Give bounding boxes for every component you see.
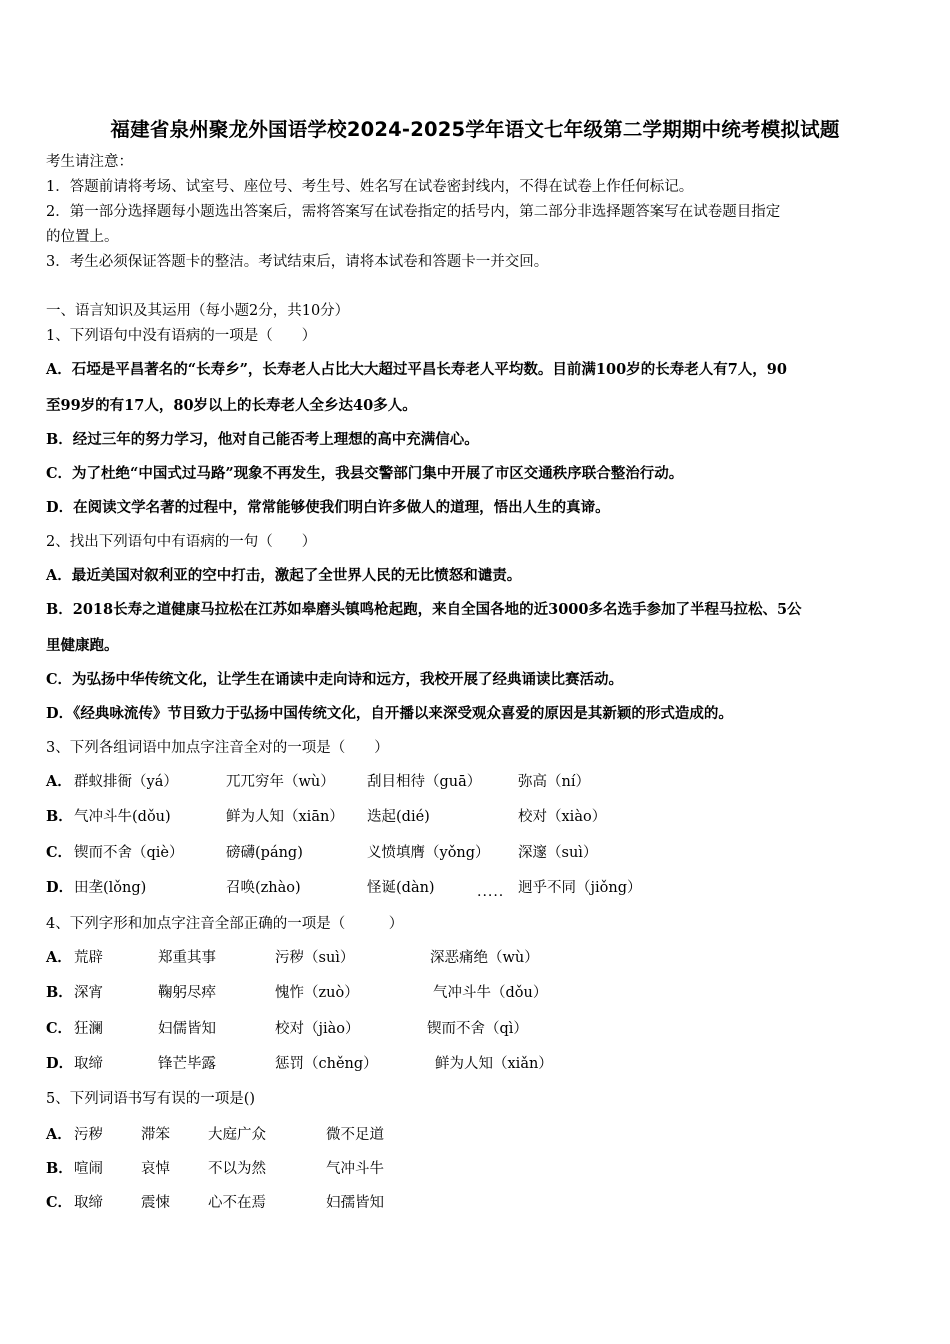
section-heading: 一、语言知识及其运用（每小题2分，共10分）	[46, 303, 350, 319]
word-item: 气冲斗牛（dǒu）	[433, 985, 548, 1001]
word-item: 校对（jiào）	[275, 1021, 360, 1037]
option-label: C．	[46, 1020, 73, 1037]
notice-item: 2．第一部分选择题每小题选出答案后，需将答案写在试卷指定的括号内，第二部分非选择题答案写在试卷题目指定	[46, 204, 781, 220]
word-item: 取缔	[74, 1195, 103, 1211]
question-1-option-d: D．在阅读文学名著的过程中，常常能够使我们明白许多做人的道理，悟出人生的真谛。	[46, 499, 610, 516]
word-item: 妇孺皆知	[326, 1195, 384, 1211]
question-1-stem: 1、下列语句中没有语病的一项是（ ）	[46, 328, 317, 344]
word-item: 群蚁排衙（yá）	[74, 774, 178, 790]
notice-item: 3．考生必须保证答题卡的整洁。考试结束后，请将本试卷和答题卡一并交回。	[46, 254, 549, 270]
word-item: 刮目相待（guā）	[367, 774, 482, 790]
word-item: 田垄(lǒng)	[74, 880, 147, 896]
option-label: B．	[46, 984, 73, 1001]
word-item: 锲而不舍（qiè）	[74, 845, 184, 861]
option-label: B．	[46, 1160, 73, 1177]
question-2-option-b-cont: 里健康跑。	[46, 637, 119, 654]
word-item: 义愤填膺（yǒng）	[367, 845, 490, 861]
word-item: 喧闹	[74, 1161, 103, 1177]
word-item: 大庭广众	[208, 1127, 266, 1143]
word-item: 磅礴(páng)	[226, 845, 303, 861]
word-item: 微不足道	[326, 1127, 384, 1143]
word-item: 震悚	[141, 1195, 170, 1211]
word-item: 狂澜	[74, 1021, 103, 1037]
page-title: 福建省泉州聚龙外国语学校2024-2025学年语文七年级第二学期期中统考模拟试题	[110, 118, 840, 141]
question-2-option-a: A．最近美国对叙利亚的空中打击，激起了全世界人民的无比愤怒和谴责。	[46, 567, 522, 584]
option-label: D．	[46, 1055, 74, 1072]
option-label: D．	[46, 879, 74, 896]
emphasis-dots: .....	[477, 884, 505, 900]
question-2-option-b: B．2018长寿之道健康马拉松在江苏如皋磨头镇鸣枪起跑，来自全国各地的近3000多名选手参加了半程马拉松、5公	[46, 601, 802, 618]
word-item: 气冲斗牛	[326, 1161, 384, 1177]
question-3-stem: 3、下列各组词语中加点字注音全对的一项是（ ）	[46, 740, 389, 756]
word-item: 锲而不舍（qì）	[427, 1021, 528, 1037]
option-label: C．	[46, 844, 73, 861]
word-item: 取缔	[74, 1056, 103, 1072]
option-label: A．	[46, 949, 72, 966]
word-item: 妇儒皆知	[158, 1021, 216, 1037]
word-item: 兀兀穷年（wù）	[226, 774, 335, 790]
word-item: 心不在焉	[208, 1195, 266, 1211]
word-item: 哀悼	[141, 1161, 170, 1177]
word-item: 惩罚（chěng）	[275, 1056, 378, 1072]
word-item: 滞笨	[141, 1127, 170, 1143]
word-item: 污秽	[74, 1127, 103, 1143]
question-5-stem: 5、下列词语书写有误的一项是()	[46, 1091, 256, 1107]
word-item: 深恶痛绝（wù）	[430, 950, 539, 966]
notice-item: 1．答题前请将考场、试室号、座位号、考生号、姓名写在试卷密封线内，不得在试卷上作任何标记。	[46, 179, 694, 195]
word-item: 污秽（suì）	[275, 950, 355, 966]
word-item: 校对（xiào）	[518, 809, 607, 825]
word-item: 迭起(dié)	[367, 809, 430, 825]
word-item: 不以为然	[208, 1161, 266, 1177]
word-item: 迥乎不同（jiǒng）	[518, 880, 642, 896]
question-1-option-a-cont: 至99岁的有17人，80岁以上的长寿老人全乡达40多人。	[46, 397, 417, 414]
question-1-option-b: B．经过三年的努力学习，他对自己能否考上理想的高中充满信心。	[46, 431, 479, 448]
question-1-option-a: A．石埡是平昌著名的“长寿乡”，长寿老人占比大大超过平昌长寿老人平均数。目前满100岁的长寿老人有7人，90	[46, 361, 787, 378]
question-4-stem: 4、下列字形和加点字注音全部正确的一项是（ ）	[46, 916, 404, 932]
word-item: 鲜为人知（xiān）	[226, 809, 344, 825]
option-label: A．	[46, 1126, 72, 1143]
notice-item: 的位置上。	[46, 229, 119, 245]
question-2-stem: 2、找出下列语句中有语病的一句（ ）	[46, 534, 317, 550]
question-2-option-c: C．为弘扬中华传统文化，让学生在诵读中走向诗和远方，我校开展了经典诵读比赛活动。	[46, 671, 624, 688]
question-2-option-d: D．《经典咏流传》节目致力于弘扬中国传统文化，自开播以来深受观众喜爱的原因是其新颖的形式造成的。	[46, 705, 733, 722]
option-label: C．	[46, 1194, 73, 1211]
word-item: 荒辟	[74, 950, 103, 966]
word-item: 鲜为人知（xiǎn）	[435, 1056, 553, 1072]
word-item: 鞠躬尽瘁	[158, 985, 216, 1001]
option-label: B．	[46, 808, 73, 825]
word-item: 郑重其事	[158, 950, 216, 966]
word-item: 弥高（ní）	[518, 774, 590, 790]
word-item: 深宵	[74, 985, 103, 1001]
word-item: 深邃（suì）	[518, 845, 598, 861]
word-item: 锋芒毕露	[158, 1056, 216, 1072]
word-item: 怪诞(dàn)	[367, 880, 435, 896]
word-item: 愧怍（zuò）	[275, 985, 359, 1001]
word-item: 召唤(zhào)	[226, 880, 301, 896]
notice-heading: 考生请注意：	[46, 154, 133, 170]
option-label: A．	[46, 773, 72, 790]
word-item: 气冲斗牛(dǒu)	[74, 809, 171, 825]
question-1-option-c: C．为了杜绝“中国式过马路”现象不再发生，我县交警部门集中开展了市区交通秩序联合整治行动。	[46, 465, 684, 482]
